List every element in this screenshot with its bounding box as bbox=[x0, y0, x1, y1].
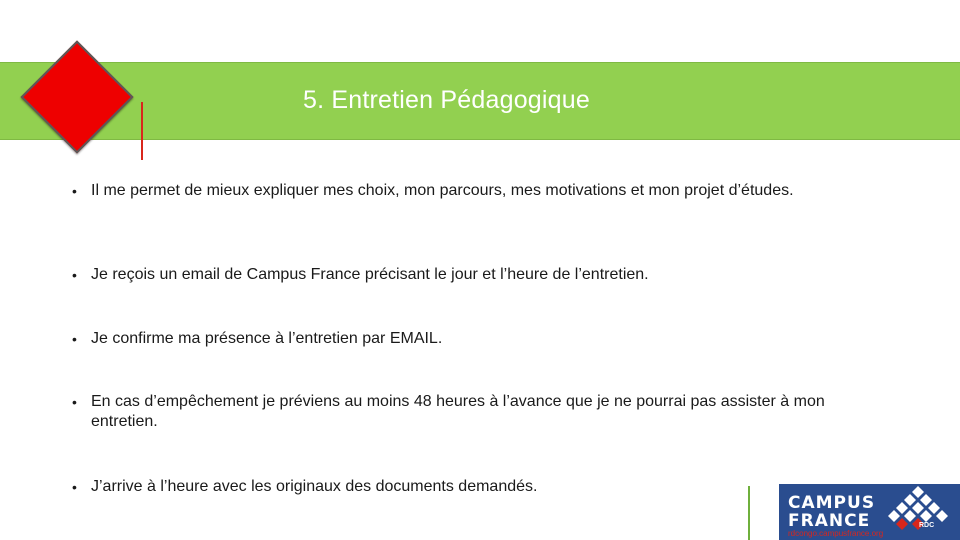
bullet-text: Il me permet de mieux expliquer mes choix, mon parcours, mes motivations et mon projet d’études. bbox=[91, 182, 794, 199]
bullet-dot: • bbox=[72, 479, 77, 495]
bullet-text: Je reçois un email de Campus France précisant le jour et l’heure de l’entretien. bbox=[91, 266, 649, 283]
bullet-dot: • bbox=[72, 394, 77, 410]
logo-url-text: rdcongo.campusfrance.org bbox=[788, 529, 884, 538]
diamond-lattice-icon bbox=[879, 484, 957, 532]
slide-title: 5. Entretien Pédagogique bbox=[303, 86, 590, 114]
bullet-text: En cas d’empêchement je préviens au moins 48 heures à l’avance que je ne pourrai pas assister à mon entretien. bbox=[91, 393, 825, 430]
bullet-item bbox=[72, 329, 882, 349]
bullet-dot: • bbox=[72, 183, 77, 199]
bullet-dot: • bbox=[72, 331, 77, 347]
logo-campus-text: CAMPUS bbox=[788, 493, 876, 513]
bullet-item bbox=[72, 181, 882, 201]
bullet-text: J’arrive à l’heure avec les originaux des documents demandés. bbox=[91, 478, 538, 495]
bullet-item bbox=[72, 265, 882, 285]
bullet-item bbox=[72, 477, 882, 497]
campus-france-logo bbox=[779, 484, 960, 540]
bullet-item bbox=[72, 392, 882, 432]
bullet-text: Je confirme ma présence à l’entretien par EMAIL. bbox=[91, 330, 443, 347]
logo-france-text: FRANCE bbox=[788, 511, 871, 531]
bullet-dot: • bbox=[72, 267, 77, 283]
red-vertical-line bbox=[141, 102, 143, 160]
green-vertical-line bbox=[748, 486, 750, 540]
logo-rdc-badge: RDC bbox=[919, 522, 935, 529]
